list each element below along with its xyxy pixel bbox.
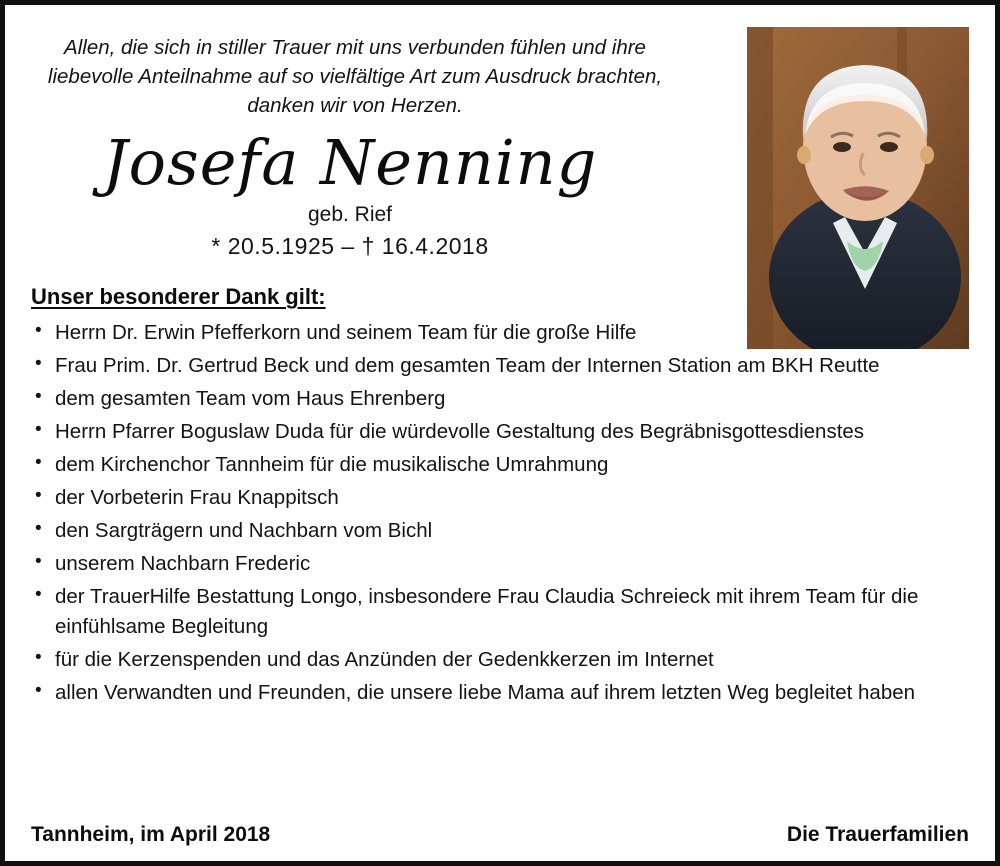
list-item-text: unserem Nachbarn Frederic bbox=[55, 551, 311, 575]
thanks-list bbox=[31, 318, 969, 707]
list-item bbox=[31, 417, 969, 447]
list-item bbox=[31, 516, 969, 546]
list-item-text: Frau Prim. Dr. Gertrud Beck und dem gesamten Team der Internen Station am BKH Reutte bbox=[55, 354, 880, 378]
list-item bbox=[31, 549, 969, 579]
list-item-text: den Sargträgern und Nachbarn vom Bichl bbox=[55, 518, 433, 542]
intro-line-3: danken wir von Herzen. bbox=[247, 94, 463, 118]
thanks-heading: Unser besonderer Dank gilt: bbox=[31, 284, 326, 310]
intro-line-1: Allen, die sich in stiller Trauer mit uns verbunden fühlen und ihre bbox=[64, 36, 646, 59]
list-item-text-continued: einfühlsame Begleitung bbox=[55, 614, 269, 638]
list-item bbox=[31, 483, 969, 513]
list-item-text: der TrauerHilfe Bestattung Longo, insbesondere Frau Claudia Schreieck mit ihrem Team für die bbox=[55, 584, 919, 608]
list-item bbox=[31, 678, 969, 708]
footer-family: Die Trauerfamilien bbox=[786, 823, 969, 846]
list-item bbox=[31, 645, 969, 675]
list-item bbox=[31, 582, 969, 642]
list-item bbox=[31, 384, 969, 414]
list-item bbox=[31, 318, 969, 348]
deceased-name: Josefa Nenning bbox=[102, 126, 598, 200]
list-item-text: Herrn Pfarrer Boguslaw Duda für die würdevolle Gestaltung des Begräbnisgottesdienstes bbox=[55, 420, 865, 444]
list-item bbox=[31, 450, 969, 480]
list-item-text: dem Kirchenchor Tannheim für die musikalische Umrahmung bbox=[55, 453, 609, 477]
life-dates: * 20.5.1925 – † 16.4.2018 bbox=[211, 233, 489, 260]
footer-place-date: Tannheim, im April 2018 bbox=[31, 823, 271, 846]
footer bbox=[31, 823, 969, 847]
maiden-name: geb. Rief bbox=[307, 203, 393, 227]
intro-line-2: liebevolle Anteilnahme auf so vielfältige Art zum Ausdruck brachten, bbox=[47, 65, 663, 89]
portrait-photo bbox=[747, 27, 969, 349]
list-item-text: Herrn Dr. Erwin Pfefferkorn und seinem Team für die große Hilfe bbox=[55, 321, 637, 345]
portrait-image bbox=[747, 27, 969, 349]
list-item-text: für die Kerzenspenden und das Anzünden der Gedenkkerzen im Internet bbox=[55, 647, 714, 671]
list-item-text: dem gesamten Team vom Haus Ehrenberg bbox=[55, 387, 446, 411]
list-item bbox=[31, 351, 969, 381]
list-item-text: allen Verwandten und Freunden, die unsere liebe Mama auf ihrem letzten Weg begleitet haben bbox=[55, 680, 916, 704]
list-item-text: der Vorbeterin Frau Knappitsch bbox=[55, 486, 339, 510]
